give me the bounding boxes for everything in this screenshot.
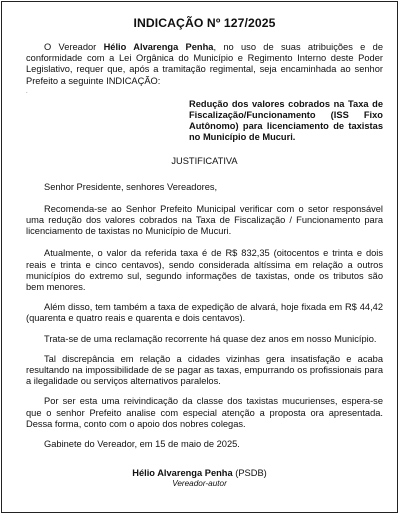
body-paragraph: Trata-se de uma reclamação recorrente há quase dez anos em nosso Município. (44, 333, 377, 344)
document-page (1, 1, 398, 513)
salutation: Senhor Presidente, senhores Vereadores, (44, 181, 218, 192)
body-paragraph: Tal discrepância em relação a cidades vizinhas gera insatisfação e acaba resultando na impossibilidade de se pagar as taxas, empurrando os profissionais para a ilegalidade ou serviços alternativos paralelos. (26, 353, 383, 387)
ementa: Redução dos valores cobrados na Taxa de Fiscalização/Funcionamento (ISS Fixo Autônomo) para licenciamento de taxistas no Município de Mucuri. (189, 98, 383, 143)
signature-name-line (2, 468, 397, 479)
signature-role: Vereador-autor (172, 479, 227, 488)
body-paragraph: Além disso, tem também a taxa de expedição de alvará, hoje fixada em R$ 44,42 (quarenta e quatro reais e quarenta e dois centavos). (26, 302, 383, 324)
signature-party: (PSDB) (235, 468, 267, 478)
body-paragraph: Atualmente, o valor da referida taxa é de R$ 832,35 (oitocentos e trinta e dois reais e trinta e cinco centavos), sendo considerada altíssima em relação a outros municípios do extremo sul, segundo informações de taxistas, onde os tributos são bem menores. (26, 248, 383, 293)
signature-block (2, 468, 397, 489)
margin-mark: . (26, 88, 28, 95)
document-title: INDICAÇÃO Nº 127/2025 (133, 16, 276, 30)
body-paragraph: Recomenda-se ao Senhor Prefeito Municipal verificar com o setor responsável uma redução dos valores cobrados na Taxa de Fiscalização / Funcionamento para licenciamento de taxistas no Município de Mucuri. (26, 203, 383, 237)
document-content (26, 16, 383, 450)
date-line: Gabinete do Vereador, em 15 de maio de 2025. (44, 439, 240, 450)
preamble-rest: , no uso de suas atribuições e de conformidade com a Lei Orgânica do Município e Regimento Interno deste Poder Legislativo, requer que, após a tramitação regimental, seja encaminhada ao senhor Prefeito a seguinte INDICAÇÃO: (26, 42, 383, 86)
preamble-paragraph (26, 42, 383, 87)
preamble-lead: O Vereador (44, 42, 104, 52)
justification-heading: JUSTIFICATIVA (171, 155, 238, 166)
signature-name: Hélio Alvarenga Penha (132, 468, 233, 478)
body-paragraph: Por ser esta uma reivindicação da classe dos taxistas mucurienses, espera-se que o senhor Prefeito analise com especial atenção a proposta ora apresentada. Dessa forma, conto com o apoio dos nobres colegas. (26, 396, 383, 429)
author-name: Hélio Alvarenga Penha (103, 42, 214, 52)
